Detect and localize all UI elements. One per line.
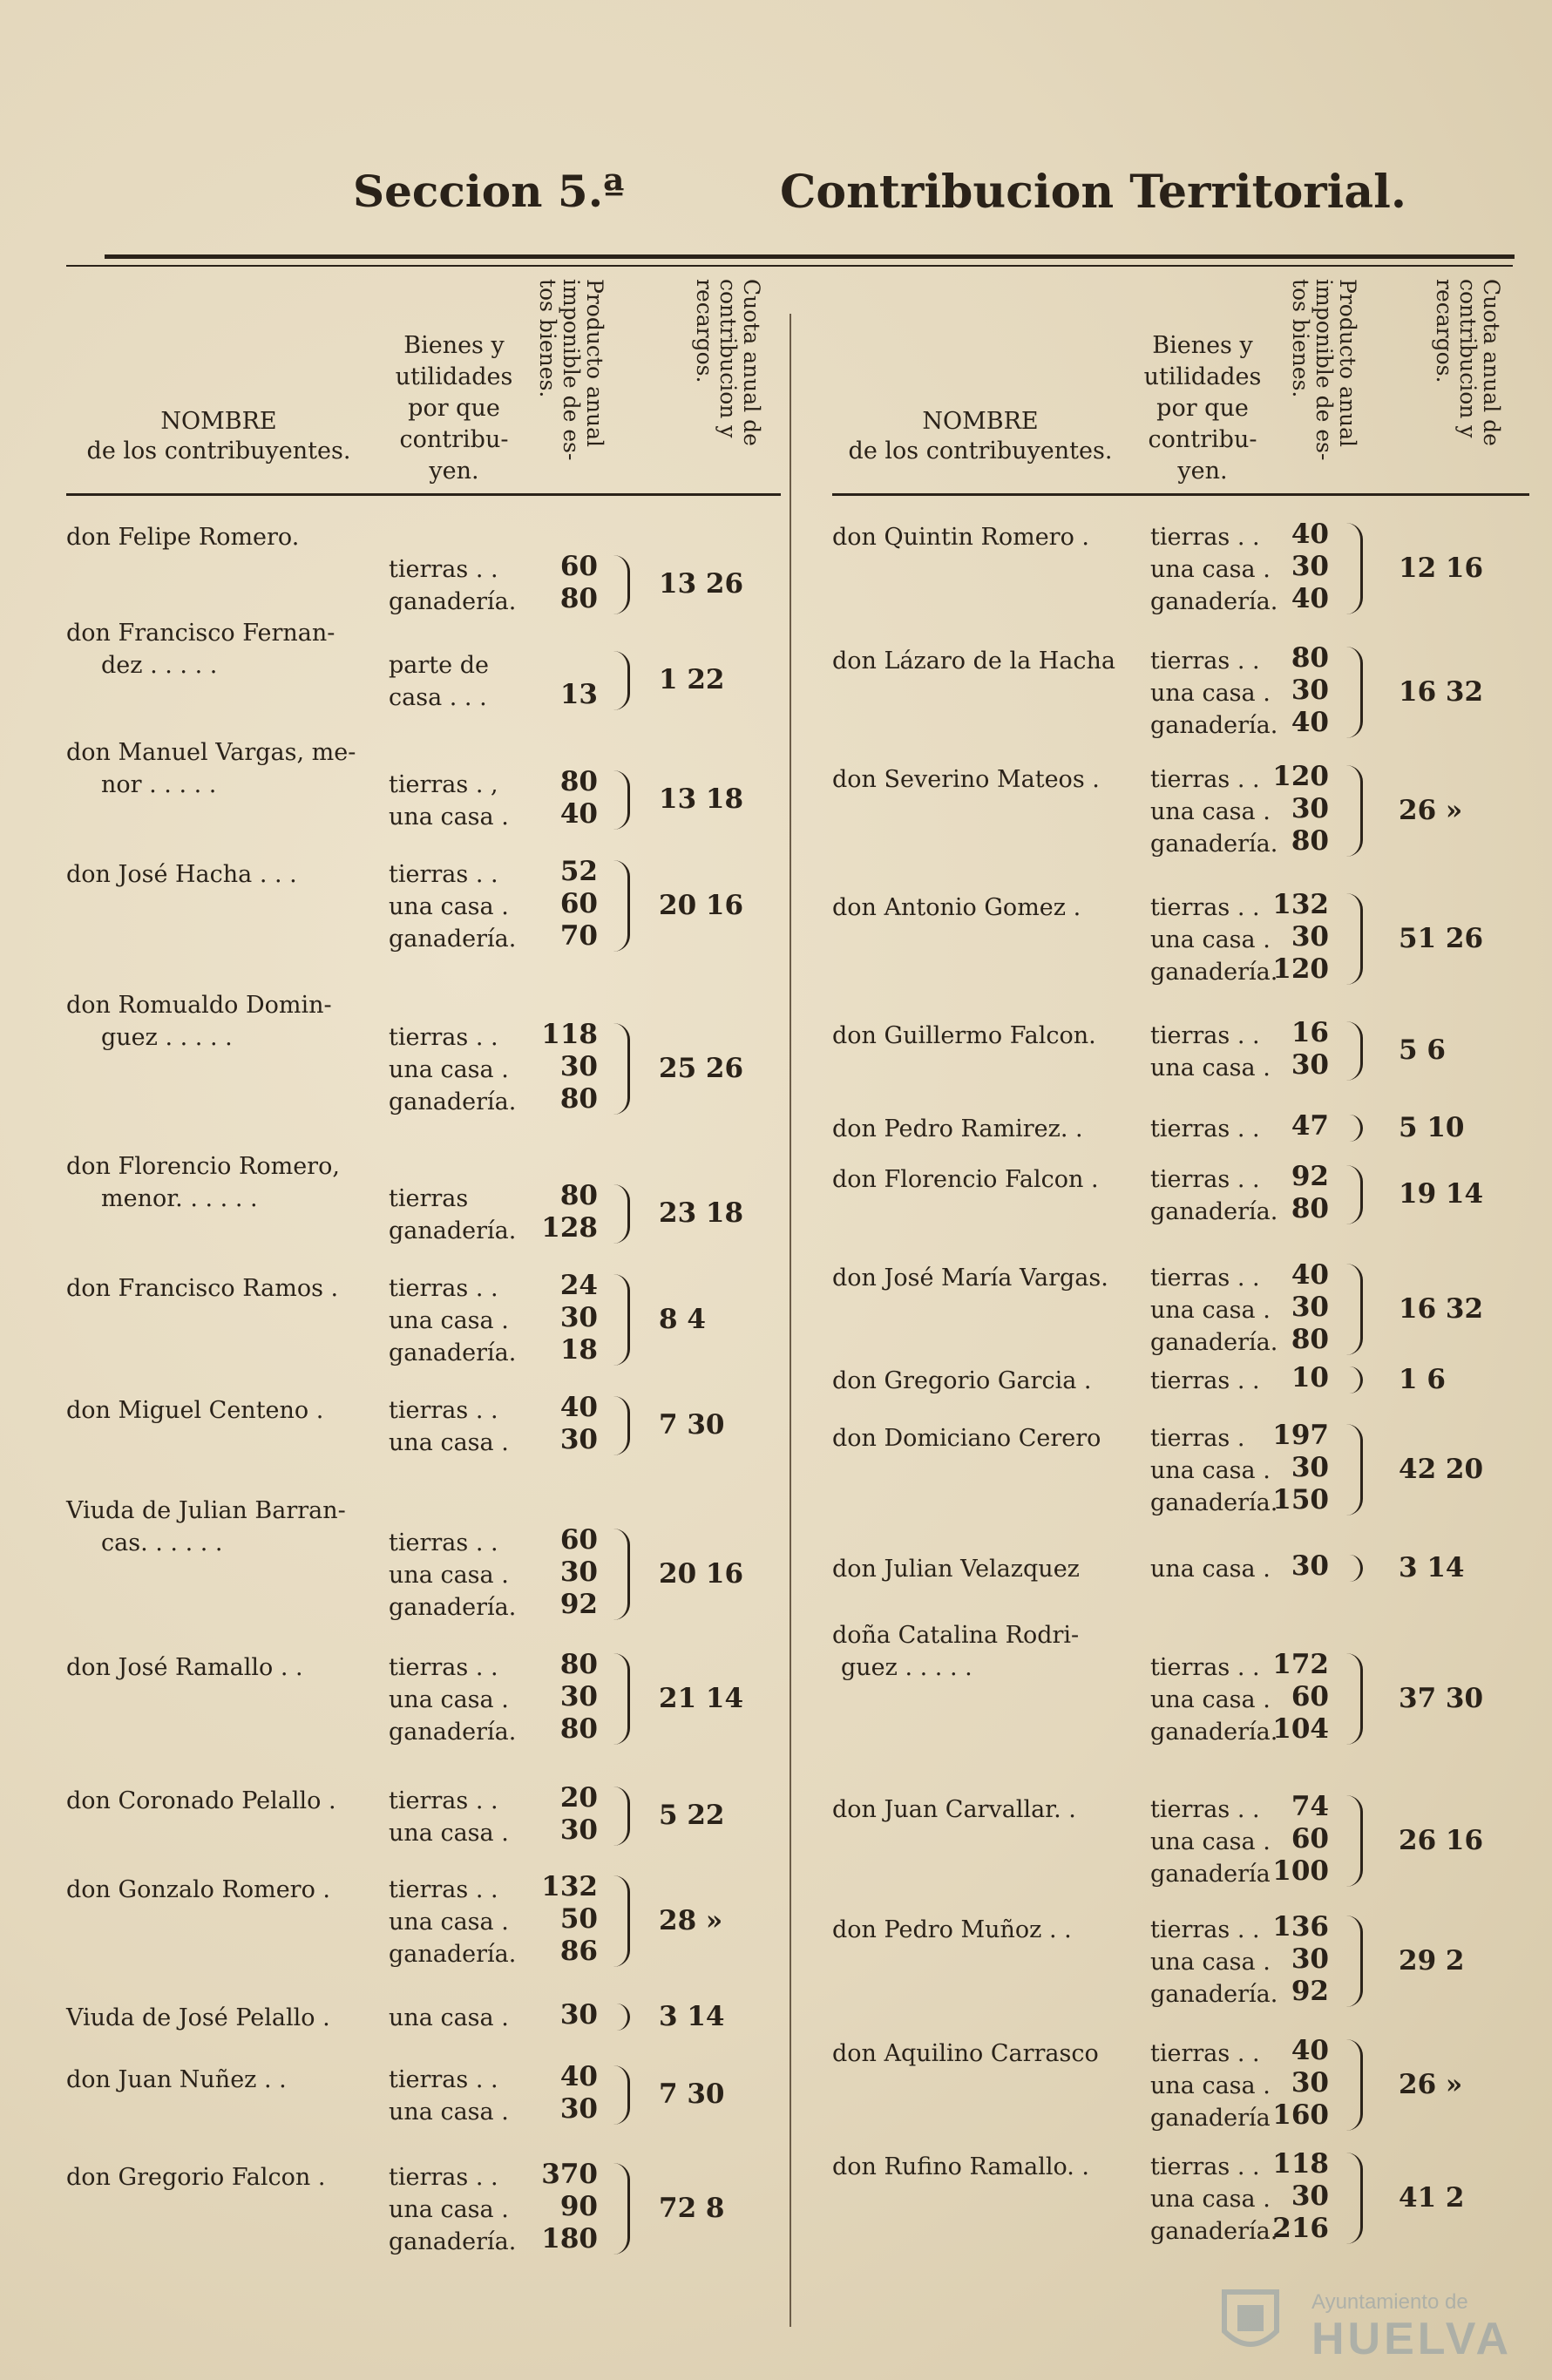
property-type: tierras . . [1150, 1654, 1260, 1681]
header-line: NOMBRE [922, 408, 1039, 435]
header-line: NOMBRE [160, 408, 277, 435]
property-type: tierras . . [1150, 648, 1260, 675]
contributor-name: nor . . . . . [101, 771, 217, 798]
column-header-name [832, 407, 1128, 466]
property-type: ganadería. [1150, 831, 1278, 858]
property-type: una casa . [389, 1820, 509, 1847]
property-type: ganadería. [1150, 2218, 1278, 2245]
annual-product: 92 [559, 1589, 598, 1620]
column-header-cuota: Cuota anual de contribucion y recargos. [1432, 279, 1504, 446]
annual-product: 30 [1291, 2180, 1329, 2212]
annual-product: 118 [1272, 2148, 1329, 2180]
property-type: una casa . [1150, 556, 1271, 583]
header-line: yen. [429, 458, 479, 485]
grouping-brace [1346, 1424, 1363, 1515]
property-type: ganadería. [389, 588, 517, 615]
property-type: tierras . . [389, 1275, 498, 1302]
property-type: tierras . . [1150, 894, 1260, 921]
property-type: tierras . . [389, 1397, 498, 1424]
header-line: contribu- [399, 426, 509, 453]
annual-quota: 26 16 [1399, 1824, 1484, 1856]
header-line: utilidades [1143, 363, 1262, 390]
property-type: una casa . [389, 1429, 509, 1456]
annual-product: 80 [1291, 825, 1329, 857]
annual-product: 92 [1291, 1161, 1329, 1192]
grouping-brace [1346, 1795, 1363, 1887]
annual-product: 104 [1272, 1713, 1329, 1745]
contributor-name: menor. . . . . . [101, 1185, 258, 1212]
annual-quota: 42 20 [1399, 1453, 1484, 1485]
grouping-brace [1346, 1653, 1363, 1745]
header-line: por que [408, 395, 500, 422]
annual-quota: 13 18 [659, 783, 744, 815]
annual-product: 24 [559, 1270, 598, 1301]
annual-product: 60 [1291, 1681, 1329, 1712]
property-type: tierras . . [389, 1654, 498, 1681]
property-type: tierras . . [1150, 2040, 1260, 2067]
grouping-brace [1346, 523, 1363, 614]
annual-quota: 51 26 [1399, 922, 1484, 954]
property-type: tierras . . [1150, 1022, 1260, 1049]
annual-quota: 25 26 [659, 1052, 744, 1084]
annual-product: 13 [559, 679, 598, 710]
annual-quota: 12 16 [1399, 552, 1484, 584]
annual-product: 40 [1291, 519, 1329, 550]
contributor-name: don Juan Nuñez . . [66, 2066, 287, 2093]
grouping-brace [613, 555, 630, 614]
contributor-name: don Aquilino Carrasco [832, 2040, 1099, 2067]
grouping-brace [613, 2004, 630, 2031]
annual-quota: 3 14 [1399, 1551, 1465, 1583]
contributor-name: don Juan Carvallar. . [832, 1796, 1076, 1823]
property-type: tierras . . [389, 1024, 498, 1051]
annual-product: 80 [559, 1083, 598, 1115]
contributor-name: don Francisco Fernan- [66, 620, 335, 647]
property-type: ganadería. [1150, 1489, 1278, 1516]
annual-product: 100 [1272, 1855, 1329, 1887]
contributor-name: don Francisco Ramos . [66, 1275, 339, 1302]
annual-product: 16 [1291, 1017, 1329, 1048]
annual-product: 80 [1291, 1324, 1329, 1355]
contributor-name: dez . . . . . [101, 652, 218, 679]
annual-product: 132 [1272, 889, 1329, 920]
annual-product: 30 [559, 1556, 598, 1588]
grouping-brace [1346, 647, 1363, 738]
property-type: una casa . [1150, 926, 1271, 953]
annual-product: 30 [1291, 1452, 1329, 1483]
annual-product: 10 [1291, 1362, 1329, 1393]
property-type: ganadería. [1150, 1981, 1278, 2008]
grouping-brace [613, 2065, 630, 2125]
property-type: una casa . [1150, 1556, 1271, 1583]
property-type: una casa . [389, 804, 509, 831]
property-type: tierras . . [389, 861, 498, 888]
annual-quota: 19 14 [1399, 1178, 1484, 1210]
header-line: contribu- [1148, 426, 1257, 453]
contributor-name: don Felipe Romero. [66, 524, 300, 551]
contributor-name: guez . . . . . [101, 1024, 233, 1051]
annual-product: 30 [559, 1302, 598, 1333]
annual-product: 30 [1291, 1049, 1329, 1081]
section-heading: Seccion 5.ª [353, 166, 625, 217]
header-line: Bienes y [1152, 332, 1253, 359]
annual-product: 180 [541, 2223, 598, 2255]
grouping-brace [1346, 1165, 1363, 1224]
annual-product: 30 [1291, 2067, 1329, 2099]
property-type: una casa . [1150, 798, 1271, 825]
grouping-brace [1346, 2153, 1363, 2244]
annual-product: 40 [559, 798, 598, 830]
property-type: tierras . . [1150, 1367, 1260, 1394]
annual-product: 216 [1272, 2213, 1329, 2244]
annual-product: 60 [559, 551, 598, 582]
contributor-name: don Florencio Falcon . [832, 1166, 1099, 1193]
column-header-producto: Producto anual imponible de es- tos bienes. [535, 279, 607, 461]
property-type: tierras . . [1150, 1916, 1260, 1943]
annual-product: 30 [559, 1681, 598, 1712]
annual-quota: 20 16 [659, 889, 744, 921]
contributor-name: Viuda de Julian Barran- [66, 1497, 346, 1524]
annual-product: 172 [1272, 1649, 1329, 1680]
property-type: tierras . . [389, 2164, 498, 2191]
annual-product: 80 [1291, 642, 1329, 674]
annual-product: 60 [559, 1524, 598, 1556]
property-type: una casa . [1150, 1949, 1271, 1976]
header-bottom-rule [66, 493, 781, 496]
contributor-name: don Lázaro de la Hacha [832, 648, 1116, 675]
contributor-name: don José Ramallo . . [66, 1654, 303, 1681]
annual-product: 40 [559, 2061, 598, 2092]
property-type: una casa . [389, 1909, 509, 1936]
header-line: de los contribuyentes. [86, 437, 351, 464]
property-type: tierras . , [389, 771, 498, 798]
column-header-bienes [1137, 330, 1268, 487]
annual-product: 30 [1291, 1943, 1329, 1975]
huelva-crest-icon [1207, 2283, 1294, 2362]
annual-product: 80 [1291, 1193, 1329, 1224]
annual-product: 20 [559, 1782, 598, 1814]
annual-quota: 8 4 [659, 1303, 706, 1335]
right-column [832, 279, 1529, 2245]
property-type: tierras . . [389, 556, 498, 583]
contributor-name: don José Hacha . . . [66, 861, 297, 888]
property-type: ganadería [1150, 1861, 1271, 1888]
contributor-name: don Florencio Romero, [66, 1153, 340, 1180]
property-type: ganadería. [389, 1217, 517, 1244]
annual-quota: 3 14 [659, 2000, 725, 2032]
annual-product: 30 [1291, 551, 1329, 582]
column-header-name [66, 407, 371, 466]
property-type: una casa . [389, 1056, 509, 1083]
header-rule-thin [66, 265, 1513, 267]
annual-quota: 5 10 [1399, 1111, 1465, 1143]
grouping-brace [1346, 1555, 1363, 1582]
property-type: ganadería. [1150, 712, 1278, 739]
annual-product: 40 [1291, 1259, 1329, 1291]
annual-quota: 5 6 [1399, 1034, 1446, 1066]
contributor-name: don Quintin Romero . [832, 524, 1090, 551]
property-type: tierras . . [1150, 766, 1260, 793]
property-type: ganadería. [389, 1594, 517, 1621]
property-type: ganadería. [389, 1088, 517, 1115]
annual-product: 40 [559, 1392, 598, 1423]
property-type: una casa . [389, 2099, 509, 2126]
property-type: ganadería. [1150, 1198, 1278, 1225]
grouping-brace [613, 651, 630, 710]
contributor-name: don José María Vargas. [832, 1265, 1108, 1292]
property-type: una casa . [1150, 1828, 1271, 1855]
property-type: una casa . [389, 1686, 509, 1713]
contributor-name: don Gregorio Garcia . [832, 1367, 1092, 1394]
grouping-brace [1346, 1264, 1363, 1355]
annual-product: 47 [1291, 1110, 1329, 1142]
annual-quota: 29 2 [1399, 1944, 1465, 1977]
grouping-brace [1346, 1366, 1363, 1393]
annual-product: 30 [1291, 921, 1329, 953]
grouping-brace [1346, 1916, 1363, 2007]
grouping-brace [613, 1787, 630, 1846]
annual-product: 120 [1272, 761, 1329, 792]
annual-product: 30 [559, 1424, 598, 1455]
property-type: ganadería. [389, 926, 517, 953]
contributor-name: don Guillermo Falcon. [832, 1022, 1096, 1049]
page-header [0, 166, 1552, 227]
annual-product: 30 [559, 1814, 598, 1846]
contributor-name: don Domiciano Cerero [832, 1425, 1101, 1452]
contributor-name: don Julian Velazquez [832, 1556, 1080, 1583]
annual-quota: 23 18 [659, 1197, 744, 1229]
property-type: una casa . [1150, 2072, 1271, 2099]
property-type: tierras . . [389, 1529, 498, 1556]
column-header-bienes [380, 330, 528, 487]
column-header-producto: Producto anual imponible de es- tos bienes. [1288, 279, 1360, 461]
annual-product: 90 [559, 2191, 598, 2222]
contributor-name: guez . . . . . [841, 1654, 973, 1681]
header-bottom-rule [832, 493, 1529, 496]
column-header-cuota: Cuota anual de contribucion y recargos. [692, 279, 764, 446]
contributor-name: don Gregorio Falcon . [66, 2164, 326, 2191]
annual-quota: 7 30 [659, 2078, 725, 2110]
annual-quota: 21 14 [659, 1682, 744, 1714]
property-type: una casa . [389, 2196, 509, 2223]
annual-quota: 13 26 [659, 568, 744, 600]
property-type: parte de [389, 652, 489, 679]
contributor-name: doña Catalina Rodri- [832, 1622, 1080, 1649]
annual-product: 370 [541, 2159, 598, 2190]
header-line: Bienes y [403, 332, 505, 359]
property-type: tierras . . [1150, 524, 1260, 551]
property-type: tierras [389, 1185, 469, 1212]
annual-product: 60 [1291, 1823, 1329, 1855]
annual-product: 80 [559, 1649, 598, 1680]
property-type: una casa . [1150, 680, 1271, 707]
property-type: una casa . [1150, 1457, 1271, 1484]
property-type: ganadería. [1150, 588, 1278, 615]
property-type: una casa . [389, 1307, 509, 1334]
property-type: una casa . [1150, 1054, 1271, 1082]
annual-product: 118 [541, 1019, 598, 1050]
property-type: una casa . [1150, 1686, 1271, 1713]
annual-product: 40 [1291, 2035, 1329, 2066]
annual-product: 40 [1291, 707, 1329, 738]
annual-quota: 1 22 [659, 664, 725, 695]
annual-product: 132 [541, 1871, 598, 1902]
watermark-line-2: HUELVA [1311, 2314, 1513, 2364]
annual-product: 30 [559, 1999, 598, 2031]
property-type: ganadería. [389, 1719, 517, 1746]
property-type: tierras . . [1150, 1166, 1260, 1193]
property-type: tierras . . [1150, 2153, 1260, 2180]
contributor-name: cas. . . . . . [101, 1529, 223, 1556]
annual-product: 150 [1272, 1484, 1329, 1515]
annual-quota: 16 32 [1399, 675, 1484, 708]
annual-product: 40 [1291, 583, 1329, 614]
contributor-name: don Rufino Ramallo. . [832, 2153, 1090, 2180]
annual-quota: 72 8 [659, 2192, 725, 2224]
annual-quota: 26 » [1399, 2068, 1463, 2100]
annual-quota: 26 » [1399, 794, 1463, 826]
property-type: ganadería. [1150, 1329, 1278, 1356]
annual-product: 30 [559, 1051, 598, 1082]
grouping-brace [613, 1653, 630, 1745]
grouping-brace [613, 860, 630, 952]
left-column [66, 279, 781, 2255]
contributor-name: don Severino Mateos . [832, 766, 1100, 793]
header-line: yen. [1177, 458, 1228, 485]
grouping-brace [613, 1274, 630, 1366]
annual-product: 80 [559, 766, 598, 797]
annual-product: 92 [1291, 1976, 1329, 2007]
property-type: una casa . [389, 893, 509, 920]
property-type: ganadería. [389, 1941, 517, 1968]
property-type: tierras . . [1150, 1115, 1260, 1143]
annual-product: 197 [1272, 1420, 1329, 1451]
grouping-brace [1346, 893, 1363, 985]
annual-product: 160 [1272, 2099, 1329, 2131]
property-type: ganadería. [389, 2228, 517, 2255]
annual-product: 120 [1272, 953, 1329, 985]
property-type: tierras . . [1150, 1796, 1260, 1823]
contributor-name: don Romualdo Domin- [66, 992, 332, 1019]
annual-product: 30 [1291, 675, 1329, 706]
contributor-name: Viuda de José Pelallo . [66, 2004, 330, 2031]
header-line: de los contribuyentes. [848, 437, 1113, 464]
property-type: ganadería. [1150, 1719, 1278, 1746]
property-type: una casa . [389, 2004, 509, 2031]
property-type: una casa . [389, 1562, 509, 1589]
grouping-brace [613, 1396, 630, 1455]
archive-watermark [1207, 2283, 1529, 2362]
property-type: tierras . . [389, 2066, 498, 2093]
annual-product: 74 [1291, 1791, 1329, 1822]
annual-product: 30 [1291, 793, 1329, 824]
annual-quota: 41 2 [1399, 2181, 1465, 2214]
header-rule [105, 254, 1515, 259]
annual-product: 60 [559, 888, 598, 919]
property-type: una casa . [1150, 1297, 1271, 1324]
contributor-name: don Coronado Pelallo . [66, 1787, 336, 1814]
page-title: Contribucion Territorial. [780, 166, 1406, 219]
annual-product: 30 [559, 2093, 598, 2125]
column-divider [790, 314, 791, 2327]
contributor-name: don Antonio Gomez . [832, 894, 1081, 921]
annual-quota: 1 6 [1399, 1363, 1446, 1395]
header-line: utilidades [395, 363, 513, 390]
annual-quota: 5 22 [659, 1800, 725, 1831]
annual-product: 30 [1291, 1292, 1329, 1323]
grouping-brace [1346, 1021, 1363, 1081]
property-type: tierras . [1150, 1425, 1245, 1452]
annual-product: 136 [1272, 1911, 1329, 1943]
grouping-brace [613, 1023, 630, 1115]
annual-quota: 37 30 [1399, 1682, 1484, 1714]
grouping-brace [1346, 1115, 1363, 1142]
annual-product: 18 [559, 1334, 598, 1366]
annual-product: 128 [541, 1212, 598, 1244]
annual-quota: 28 » [659, 1904, 723, 1936]
annual-product: 50 [559, 1903, 598, 1935]
annual-quota: 7 30 [659, 1409, 725, 1441]
table-header [66, 279, 781, 492]
contributor-name: don Miguel Centeno . [66, 1397, 324, 1424]
annual-quota: 16 32 [1399, 1292, 1484, 1325]
annual-quota: 20 16 [659, 1557, 744, 1590]
grouping-brace [1346, 2039, 1363, 2131]
grouping-brace [613, 770, 630, 830]
grouping-brace [613, 1184, 630, 1244]
annual-product: 30 [1291, 1550, 1329, 1582]
contributor-name: don Pedro Muñoz . . [832, 1916, 1072, 1943]
watermark-line-1: Ayuntamiento de [1311, 2290, 1468, 2314]
property-type: ganadería. [1150, 959, 1278, 986]
annual-product: 80 [559, 1180, 598, 1211]
property-type: casa . . . [389, 684, 487, 711]
property-type: tierras . . [389, 1876, 498, 1903]
grouping-brace [613, 1529, 630, 1620]
annual-product: 52 [559, 856, 598, 887]
table-header [832, 279, 1529, 492]
grouping-brace [1346, 765, 1363, 857]
annual-product: 80 [559, 1713, 598, 1745]
contributor-name: don Gonzalo Romero . [66, 1876, 331, 1903]
grouping-brace [613, 2163, 630, 2255]
annual-product: 86 [559, 1936, 598, 1967]
contributor-name: don Pedro Ramirez. . [832, 1115, 1083, 1143]
grouping-brace [613, 1875, 630, 1967]
annual-product: 70 [559, 920, 598, 952]
property-type: una casa . [1150, 2186, 1271, 2213]
contributor-name: don Manuel Vargas, me- [66, 739, 356, 766]
header-line: por que [1156, 395, 1249, 422]
property-type: tierras . . [1150, 1265, 1260, 1292]
annual-product: 80 [559, 583, 598, 614]
property-type: ganadería. [389, 1339, 517, 1366]
property-type: ganadería [1150, 2105, 1271, 2132]
property-type: tierras . . [389, 1787, 498, 1814]
